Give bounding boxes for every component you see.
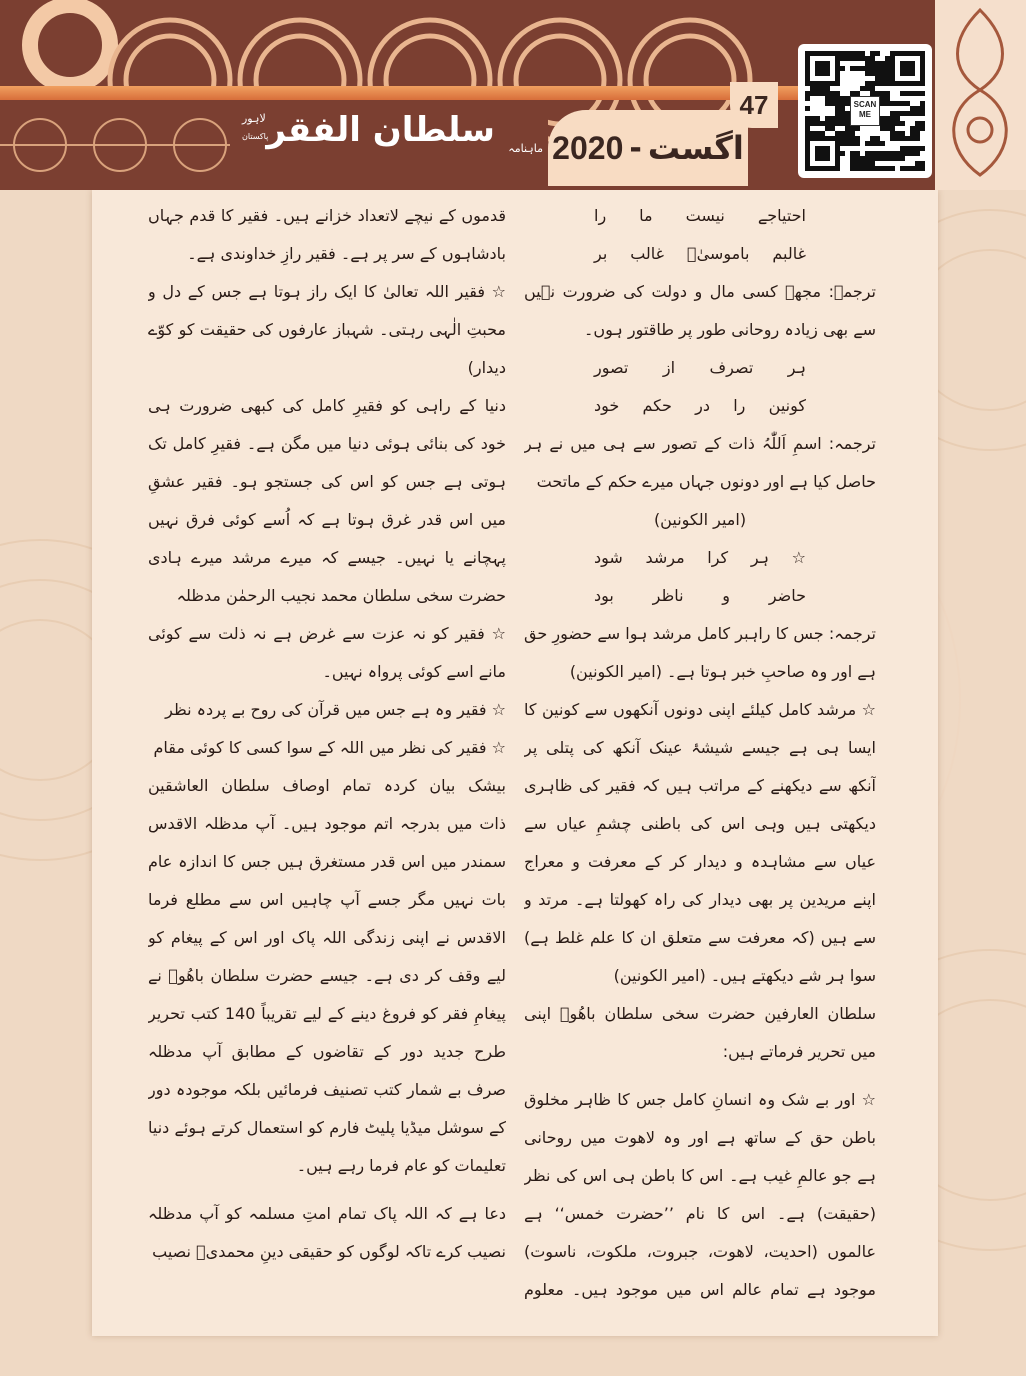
text-line: میں تحریر فرماتے ہیں: xyxy=(722,1042,876,1061)
magazine-masthead-logo xyxy=(240,102,545,182)
text-line: دیدار) xyxy=(467,358,506,377)
text-line: کے سوشل میڈیا پلیٹ فارم کو استعمال کرتے ہوئے دنیا xyxy=(148,1118,506,1137)
header-orange-stripe xyxy=(0,86,800,100)
text-line: ہے جو عالمِ غیب ہے۔ اس کا باطن ہی اس کی نظر xyxy=(524,1166,876,1185)
text-line: موجود ہے تمام عالم اس میں موجود ہیں۔ معلوم xyxy=(524,1280,876,1299)
text-line: ☆ فقیر اللہ تعالیٰ کا ایک راز ہوتا ہے جس کے دل و xyxy=(148,282,506,301)
verse-line: حاضر و ناظر بود xyxy=(594,586,806,605)
article-column-right xyxy=(524,197,876,1309)
text-line: بیشک بیان کردہ تمام اوصاف سلطان العاشقین xyxy=(148,776,506,795)
text-line: آنکھ سے دیکھنے کے مراتب ہیں کہ فقیر کی ظاہری xyxy=(524,776,876,795)
text-line: سے ہیں (کہ معرفت سے متعلق ان کا علم غلط ہے) xyxy=(524,928,876,947)
text-line: تعلیمات کو عام فرما رہے ہیں۔ xyxy=(296,1156,506,1175)
date-separator: - xyxy=(629,130,642,166)
text-line: ترجمہ: اسمِ اَللّٰہُ ذات کے تصور سے ہی میں نے ہر xyxy=(524,434,876,453)
text-line: ☆ فقیر کو نہ عزت سے غرض ہے نہ ذلت سے کوئی xyxy=(148,624,506,643)
text-line: ☆ فقیر کی نظر میں اللہ کے سوا کسی کا کوئی مقام xyxy=(153,738,506,757)
text-line: باطن حق کے ساتھ ہے اور وہ لاھوت میں روحانی xyxy=(524,1128,876,1147)
text-line: ☆ اور بے شک وہ انسانِ کامل جس کا ظاہر مخلوق xyxy=(524,1090,876,1109)
text-line: خود کی بنائی ہوئی دنیا میں مگن ہے۔ فقیرِ کامل تک xyxy=(148,434,506,453)
text-line: الاقدس نے اپنی زندگی اللہ پاک اور اس کے پیغام کو xyxy=(148,928,506,947)
text-line: میں اس قدر غرق ہوتا ہے کہ اُسے کوئی فرق نہیں xyxy=(148,510,506,529)
text-line: سوا ہر شے دیکھتے ہیں۔ (امیر الکونین) xyxy=(613,966,876,985)
article-column-left xyxy=(148,197,506,1271)
text-line: ہوتی ہے جس کو اس کی جستجو ہو۔ فقیر عشقِ xyxy=(148,472,506,491)
text-line: مانے اسے کوئی پرواہ نہیں۔ xyxy=(322,662,506,681)
text-line: عیاں سے مشاہدہ و دیدار کر کے معرفت و معراج xyxy=(524,852,876,871)
text-line: سے بھی زیادہ روحانی طور پر طاقتور ہوں۔ xyxy=(584,320,876,339)
qr-code[interactable] xyxy=(798,44,932,178)
text-line: ذات میں بدرجہ اتم موجود ہیں۔ آپ مدظلہ الاقدس xyxy=(148,814,506,833)
verse-line: کونین را در حکم خود xyxy=(594,396,806,415)
text-line: اپنے مریدین پر بھی دیدار کی راہ کھولتا ہے۔ مرتد و xyxy=(524,890,876,909)
page-number: 47 xyxy=(730,82,778,128)
issue-date-tab xyxy=(548,110,748,186)
text-line: حضرت سخی سلطان محمد نجیب الرحمٰن مدظلہ xyxy=(176,586,506,605)
text-line: سلطان العارفین حضرت سخی سلطان باھُوؒ اپنی xyxy=(524,1004,876,1023)
text-line: ہے اور وہ صاحبِ خبر ہوتا ہے۔ (امیر الکونین) xyxy=(569,662,876,681)
text-line: ☆ مرشد کامل کیلئے اپنی دونوں آنکھوں سے کونین کا xyxy=(524,700,876,719)
text-line: پیغامِ فقر کو فروغ دینے کے لیے تقریباً 140 کتب تحریر xyxy=(148,1004,506,1023)
text-line: ☆ فقیر وہ ہے جس میں قرآن کی روح بے پردہ نظر xyxy=(165,700,506,719)
verse-line: احتیاجے نیست ما را xyxy=(594,206,806,225)
masthead-city: لاہور xyxy=(242,112,266,125)
text-line: دعا ہے کہ اللہ پاک تمام امتِ مسلمہ کو آپ مدظلہ xyxy=(148,1204,506,1223)
text-line: بات نہیں مگر جسے آپ چاہیں اس سے مطلع فرما xyxy=(148,890,506,909)
text-line: بادشاہوں کے سر پر ہے۔ فقیر رازِ خداوندی ہے۔ xyxy=(187,244,506,263)
issue-month: اگست xyxy=(647,129,744,167)
issue-year: 2020 xyxy=(552,129,624,166)
qr-scan-me-label: SCAN ME xyxy=(850,96,880,126)
text-line: طرح جدید دور کے تقاضوں کے مطابق آپ مدظلہ xyxy=(148,1042,506,1061)
text-line: ترجمہ: مجھے کسی مال و دولت کی ضرورت نہیں xyxy=(524,282,876,301)
text-line: ایسا ہی ہے جیسے شیشۂ عینک آنکھ کی پتلی پر xyxy=(524,738,876,757)
text-line: صرف بے شمار کتب تصنیف فرمائیں بلکہ موجودہ دور xyxy=(148,1080,506,1099)
text-line: ترجمہ: جس کا راہبر کامل مرشد ہوا سے حضورِ حق xyxy=(524,624,876,643)
verse-line: غالبم باموسیٰؑ غالب بر xyxy=(594,244,806,263)
text-line: دیکھتی ہیں وہی اس کی باطنی چشمِ عیاں سے xyxy=(524,814,876,833)
text-line: قدموں کے نیچے لاتعداد خزانے ہیں۔ فقیر کا قدم جہاں xyxy=(148,206,506,225)
text-line: لیے وقف کر دی ہے۔ جیسے حضرت سلطان باھُوؒ نے xyxy=(148,966,506,985)
text-line: محبتِ الٰہی رہتی۔ شہباز عارفوں کی حقیقت کو کوّے xyxy=(148,320,506,339)
text-line: (حقیقت) ہے۔ اس کا نام ’’حضرت خمس‘‘ ہے xyxy=(524,1204,876,1223)
text-line: حاصل کیا ہے اور دونوں جہاں میرے حکم کے ماتحت xyxy=(536,472,876,491)
text-line: سمندر میں اس قدر مستغرق ہیں جس کا اندازہ عام xyxy=(148,852,506,871)
text-line: عالموں (احدیت، لاھوت، جبروت، ملکوت، ناسوت) xyxy=(524,1242,876,1261)
text-line: نصیب کرے تاکہ لوگوں کو حقیقی دینِ محمدیؐ نصیب xyxy=(152,1242,506,1261)
masthead-country: پاکستان xyxy=(242,132,269,141)
text-line: دنیا کے راہی کو فقیرِ کامل کی کبھی ضرورت ہی xyxy=(148,396,506,415)
masthead-title: سلطان الفقر xyxy=(266,110,495,150)
verse-line: ☆ ہر کرا مرشد شود xyxy=(594,548,806,567)
masthead-prefix: ماہنامہ xyxy=(508,142,543,155)
magazine-header xyxy=(0,0,1026,190)
text-line: پہچانے یا نہیں۔ جیسے کہ میرے مرشد میرے ہادی xyxy=(148,548,506,567)
verse-line: ہر تصرف از تصور xyxy=(594,358,806,377)
text-line: (امیر الکونین) xyxy=(653,510,747,529)
